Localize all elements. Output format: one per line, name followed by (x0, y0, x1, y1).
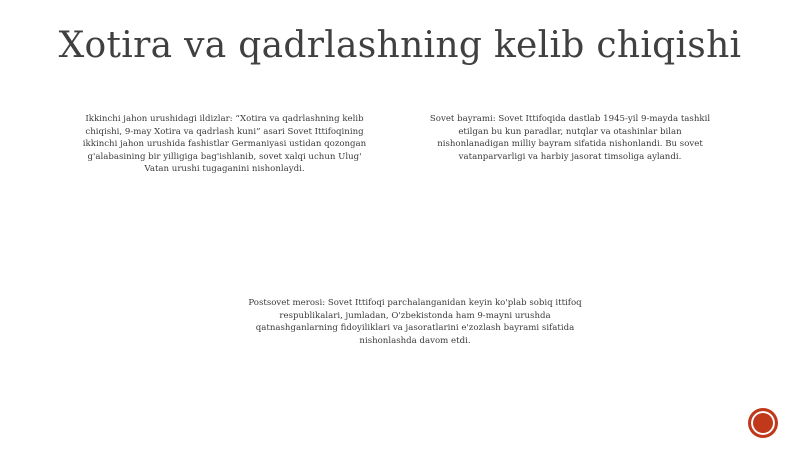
text-block-origins: Ikkinchi jahon urushidagi ildizlar: “Xotira va qadrlashning kelib chiqishi, 9-may Xotira va qadrlash kuni” asari Sovet Ittifoqining ikkinchi jahon urushida fashistlar Germaniyasi ustidan qozongan g'alabasining bir yilligiga bag'ishlanib, sovet xalqi uchun Ulug' Vatan urushi tugaganini nishonlaydi. (82, 114, 367, 174)
text-block-soviet-holiday: Sovet bayrami: Sovet Ittifoqida dastlab 1945-yil 9-mayda tashkil etilgan bu kun paradlar, nutqlar va otashinlar bilan nishonlanadigan milliy bayram sifatida nishonlandi. Bu sovet vatanparvarligi va harbiy jasorat timsoliga aylandi. (429, 114, 711, 162)
next-slide-button[interactable] (749, 409, 777, 437)
slide-title: Xotira va qadrlashning kelib chiqishi (58, 25, 742, 66)
text-block-post-soviet-legacy: Postsovet merosi: Sovet Ittifoqi parchalanganidan keyin ko'plab sobiq ittifoq respublikalari, jumladan, O'zbekistonda ham 9-mayni urushda qatnashganlarning fidoyiliklari va jasoratlarini e'zozlash bayrami sifatida nishonlashda davom etdi. (248, 298, 582, 346)
